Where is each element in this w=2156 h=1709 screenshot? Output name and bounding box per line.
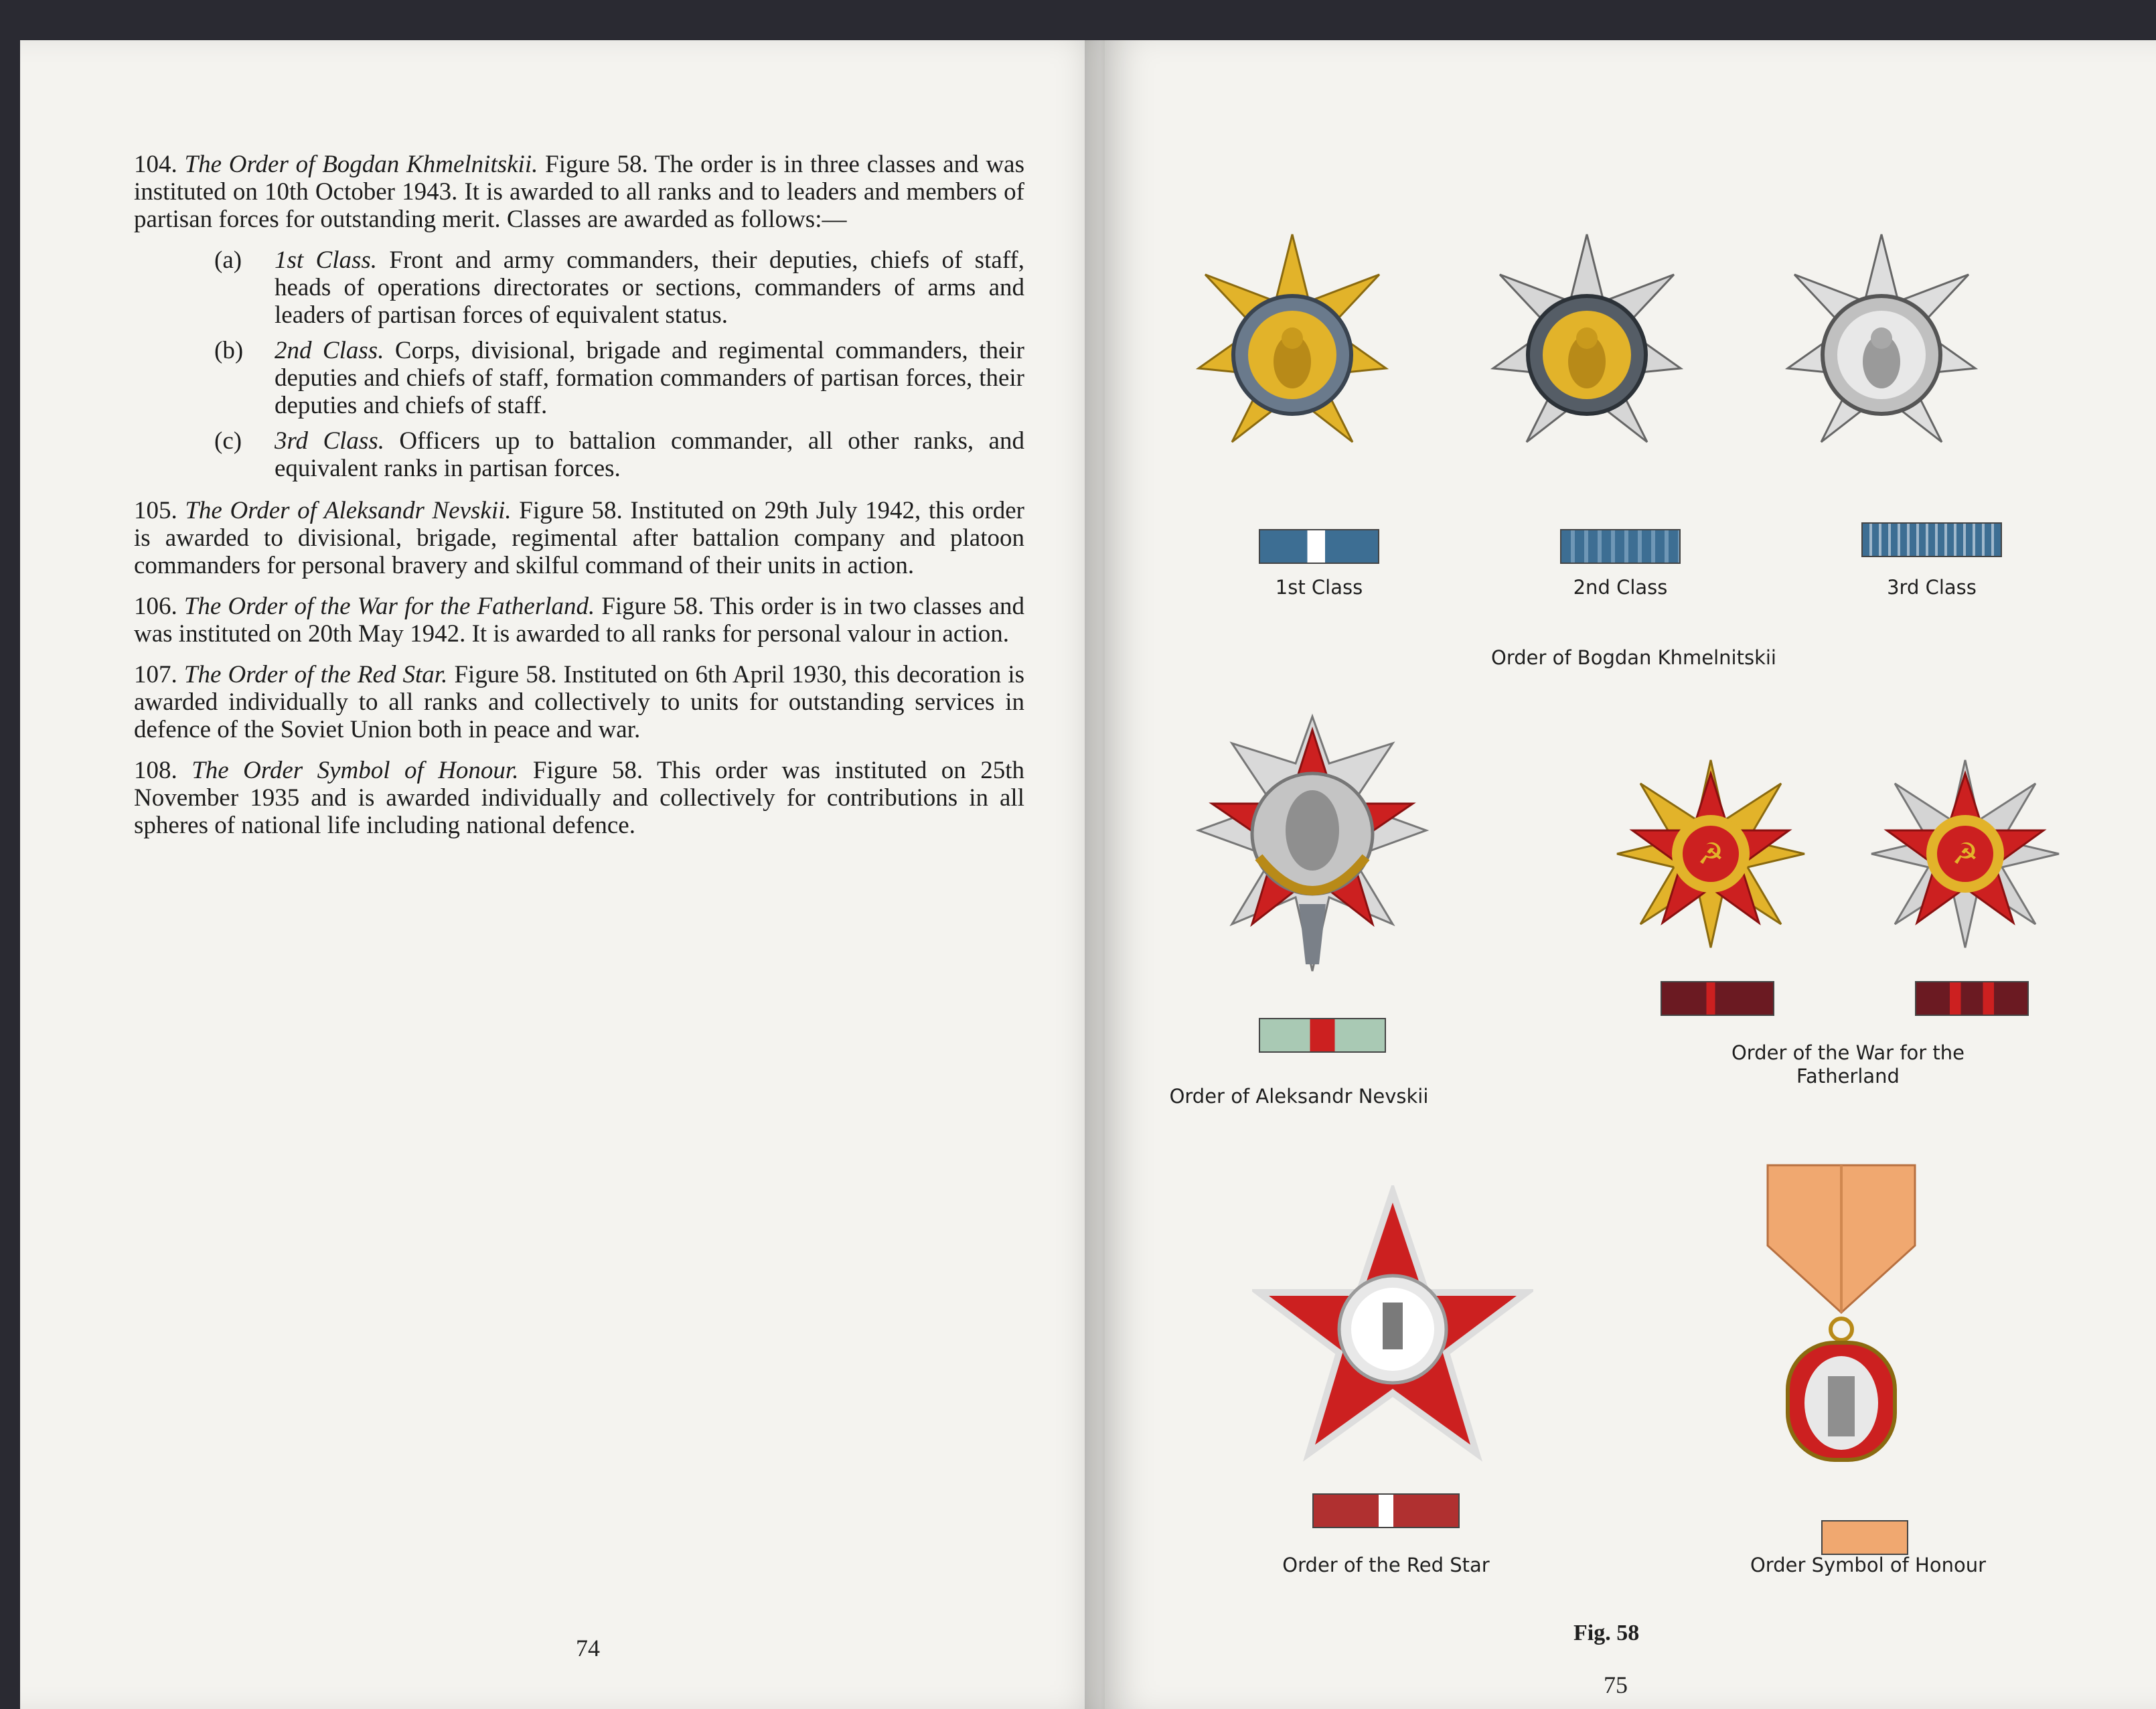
ribbon-aleksandr-nevskii: [1259, 1018, 1386, 1053]
ribbon-war-fatherland-1st: [1661, 981, 1774, 1016]
class-item-2nd: (b) 2nd Class. Corps, divisional, brigade and regimental commanders, their deputies and chiefs of staff, formation commanders of partisan forces, their deputies and chiefs of staff.: [214, 337, 1025, 419]
page-number-right: 75: [1604, 1671, 1628, 1698]
svg-text:☭: ☭: [1952, 837, 1979, 871]
caption-3rd-class: 3rd Class: [1887, 576, 1977, 599]
paragraph-104: 104. The Order of Bogdan Khmelnitskii. Figure 58. The order is in three classes and was instituted on 10th October 1943. It is awarded to all ranks and to leaders and members of partisan forces for outstanding merit. Classes are awarded as follows:—: [134, 151, 1024, 233]
class-item-3rd: (c) 3rd Class. Officers up to battalion commander, all other ranks, and equivalent ranks in partisan forces.: [214, 427, 1024, 482]
caption-red-star: Order of the Red Star: [1282, 1554, 1490, 1576]
war-fatherland-1st-class-medal-icon: [1614, 757, 1808, 951]
class-item-1st: (a) 1st Class. Front and army commanders, their deputies, chiefs of staff, heads of operations directorates or sections, commanders of arms and leaders of partisan forces of equivalent status.: [214, 246, 1024, 329]
caption-aleksandr-nevskii: Order of Aleksandr Nevskii: [1169, 1085, 1429, 1108]
bogdan-3rd-class-medal-icon: [1774, 228, 1989, 509]
ribbon-war-fatherland-2nd: [1915, 981, 2029, 1016]
caption-2nd-class: 2nd Class: [1573, 576, 1668, 599]
paragraph-107: 107. The Order of the Red Star. Figure 58. Instituted on 6th April 1930, this decoration is awarded individually to all ranks and collectively to units for outstanding services in defence of the Soviet Union both in peace and war.: [134, 661, 1024, 743]
ribbon-red-star: [1312, 1493, 1460, 1528]
paragraph-106: 106. The Order of the War for the Fatherland. Figure 58. This order is in two classes and was instituted on 20th May 1942. It is awarded to all ranks for personal valour in action.: [134, 593, 1024, 648]
ribbon-symbol-of-honour: [1821, 1520, 1908, 1555]
paragraph-105: 105. The Order of Aleksandr Nevskii. Figure 58. Instituted on 29th July 1942, this order is awarded to divisional, brigade, regimental after battalion company and platoon commanders for personal bravery and skilful command of their units in action.: [134, 497, 1024, 579]
left-page-text: [134, 151, 1024, 852]
aleksandr-nevskii-medal-icon: [1185, 703, 1440, 998]
left-page: [20, 40, 1105, 1709]
ribbon-1st-class: [1259, 529, 1379, 564]
paragraph-108: 108. The Order Symbol of Honour. Figure 58. This order was instituted on 25th November 1935 and is awarded individually and collectively for contributions in all spheres of national life including national defence.: [134, 757, 1024, 839]
caption-bogdan-khmelnitskii: Order of Bogdan Khmelnitskii: [1491, 646, 1776, 669]
page-number-left: 74: [576, 1635, 600, 1661]
figure-label: Fig. 58: [1573, 1621, 1640, 1645]
bogdan-1st-class-medal-icon: [1185, 228, 1399, 509]
bogdan-2nd-class-medal-icon: [1480, 228, 1694, 509]
red-star-medal-icon: [1252, 1185, 1533, 1467]
ribbon-3rd-class: [1861, 522, 2002, 557]
caption-war-fatherland-line2: Fatherland: [1796, 1065, 1900, 1088]
caption-symbol-of-honour: Order Symbol of Honour: [1750, 1554, 1987, 1576]
right-page: [1105, 40, 2156, 1709]
war-fatherland-2nd-class-medal-icon: [1868, 757, 2062, 951]
book-spread: [0, 40, 2156, 1709]
svg-text:☭: ☭: [1697, 837, 1724, 871]
symbol-of-honour-medal-icon: [1748, 1138, 1935, 1473]
caption-1st-class: 1st Class: [1275, 576, 1363, 599]
caption-war-fatherland-line1: Order of the War for the: [1731, 1041, 1965, 1064]
ribbon-2nd-class: [1560, 529, 1681, 564]
